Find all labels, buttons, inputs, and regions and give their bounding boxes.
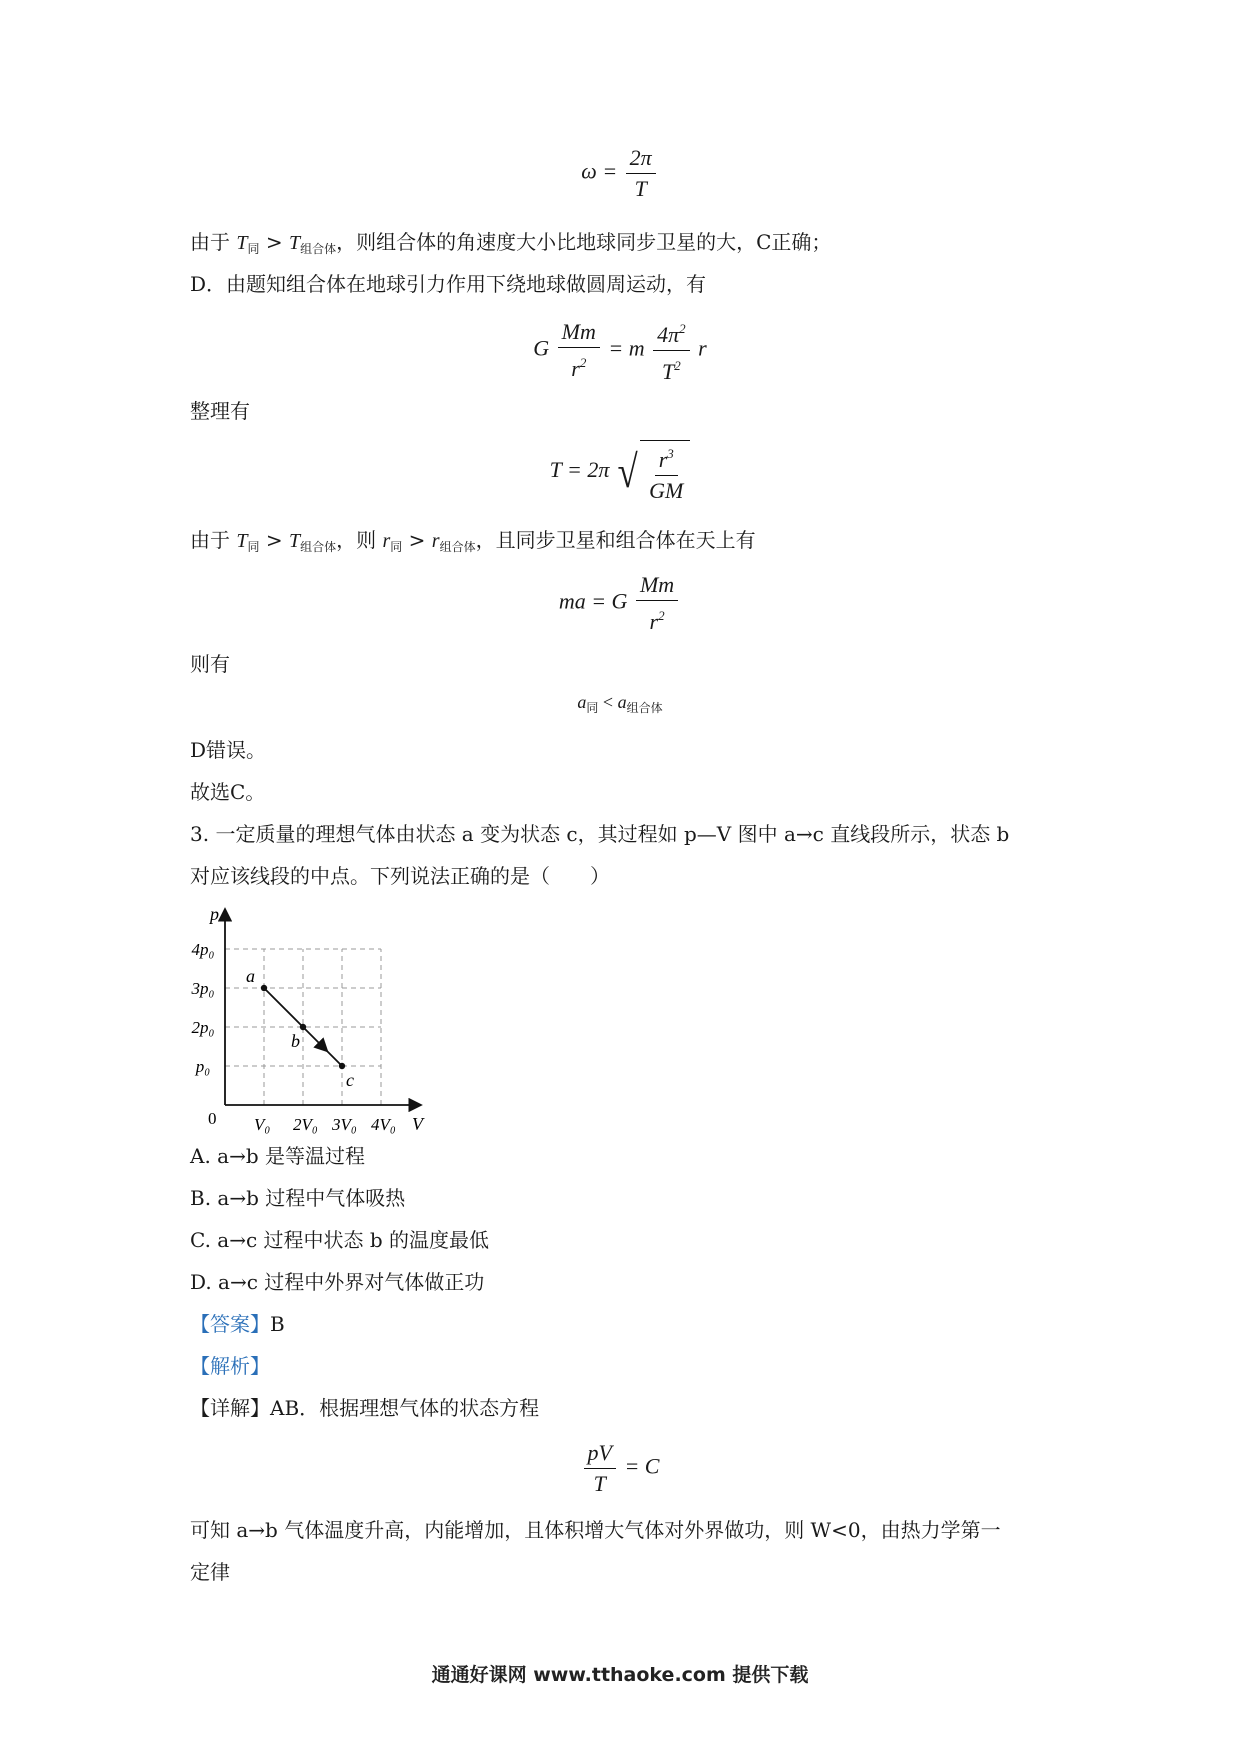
text-line-1: 由于 $T_同 > T_{组合体}$，则组合体的角速度大小比地球同步卫星的大，C正确； xyxy=(190,230,832,256)
text-line-7: 故选C。 xyxy=(190,780,266,804)
x-axis-label: V xyxy=(412,1114,423,1134)
y-tick-label: 4p₀ xyxy=(191,940,215,959)
y-tick-label: p₀ xyxy=(195,1057,211,1076)
x-tick-label: 3V₀ xyxy=(332,1115,357,1134)
text-line-2: D．由题知组合体在地球引力作用下绕地球做圆周运动，有 xyxy=(190,272,707,296)
option-c: C. a→c 过程中状态 b 的温度最低 xyxy=(190,1228,490,1252)
question-3-line-1: 3. 一定质量的理想气体由状态 a 变为状态 c，其过程如 p—V 图中 a→c 直线段所示，状态 b xyxy=(190,822,1010,846)
process-segment-bc xyxy=(323,1047,343,1067)
pv-diagram xyxy=(180,900,450,1140)
text-line-5: 则有 xyxy=(190,652,230,676)
text-line-3: 整理有 xyxy=(190,399,250,423)
detail-tag: 【详解】 xyxy=(190,1396,270,1420)
x-tick-label: V₀ xyxy=(254,1115,271,1134)
analysis-tag: 【解析】 xyxy=(190,1354,270,1378)
x-tick-label: 2V₀ xyxy=(293,1115,318,1134)
state-label-c: c xyxy=(346,1070,354,1090)
footer-source: 通通好课网 www.tthaoke.com 提供下载 xyxy=(431,1664,809,1686)
answer-line xyxy=(190,1310,285,1338)
x-tick-label: 4V₀ xyxy=(371,1115,396,1134)
formula-accel: ma = G $\frac{Mm}{r^2}$ xyxy=(0,572,1240,635)
y-axis-label: p xyxy=(210,904,219,924)
y-tick-label: 3p₀ xyxy=(191,979,215,998)
option-d: D. a→c 过程中外界对气体做正功 xyxy=(190,1270,485,1294)
conclusion-line-1: 可知 a→b 气体温度升高，内能增加，且体积增大气体对外界做功，则 W<0，由热力学第一 xyxy=(190,1518,1001,1542)
answer-value: B xyxy=(270,1312,285,1336)
process-segment-ab xyxy=(264,988,303,1027)
state-point-c xyxy=(339,1063,345,1069)
formula-gravity: G $\frac{Mm}{r^2}$ = m $\frac{4\pi^2}{T^2}$ r xyxy=(0,316,1240,385)
detail-text: AB．根据理想气体的状态方程 xyxy=(270,1396,540,1420)
text-line-6: D错误。 xyxy=(190,738,267,762)
state-point-a xyxy=(261,985,267,991)
y-tick-label: 2p₀ xyxy=(191,1018,215,1037)
question-3-line-2: 对应该线段的中点。下列说法正确的是（ ） xyxy=(190,864,610,888)
conclusion-line-2: 定律 xyxy=(190,1560,230,1584)
formula-period: T = 2π √ $\frac{r^3}{GM}$ xyxy=(0,440,1240,504)
text-line-4: 由于 $T_同 > T_{组合体}$，则 $r_同 > r_{组合体}$，且同步卫星和组合体在天上有 xyxy=(190,528,756,554)
state-point-b xyxy=(300,1024,306,1030)
answer-tag: 【答案】 xyxy=(190,1312,270,1336)
formula-state: $\frac{pV}{T}$ = C xyxy=(0,1440,1240,1497)
option-a: A. a→b 是等温过程 xyxy=(190,1144,365,1168)
state-label-b: b xyxy=(291,1031,300,1051)
formula-omega: ω = $\frac{2\pi}{T}$ xyxy=(0,145,1240,202)
origin-label: 0 xyxy=(208,1109,217,1128)
option-b: B. a→b 过程中气体吸热 xyxy=(190,1186,406,1210)
detail-line xyxy=(190,1394,539,1422)
formula-compare-a: $a_同 < a_{组合体}$ xyxy=(577,692,663,715)
state-label-a: a xyxy=(246,966,255,986)
